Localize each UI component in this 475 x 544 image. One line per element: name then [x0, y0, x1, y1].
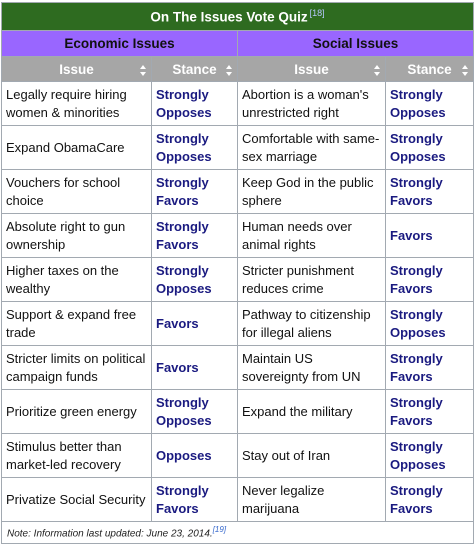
econ-stance-cell: Strongly Opposes	[152, 82, 238, 126]
soc-issue-column-header[interactable]	[238, 57, 386, 82]
soc-stance-cell: Strongly Favors	[386, 390, 474, 434]
econ-stance-cell: Favors	[152, 346, 238, 390]
econ-stance-cell: Strongly Favors	[152, 478, 238, 522]
soc-issue-cell: Human needs over animal rights	[238, 214, 386, 258]
econ-issue-cell: Expand ObamaCare	[2, 126, 152, 170]
soc-stance-cell: Strongly Opposes	[386, 126, 474, 170]
econ-issue-cell: Absolute right to gun ownership	[2, 214, 152, 258]
sort-icon[interactable]	[140, 65, 146, 76]
soc-stance-cell: Strongly Opposes	[386, 82, 474, 126]
vote-quiz-table	[1, 2, 474, 544]
table-row	[2, 390, 474, 434]
soc-stance-cell: Strongly Favors	[386, 258, 474, 302]
econ-stance-cell: Opposes	[152, 434, 238, 478]
soc-issue-cell: Pathway to citizenship for illegal aliens	[238, 302, 386, 346]
table-row	[2, 126, 474, 170]
soc-issue-cell: Comfortable with same-sex marriage	[238, 126, 386, 170]
table-row	[2, 302, 474, 346]
table-row	[2, 82, 474, 126]
table-title-text: On The Issues Vote Quiz	[150, 9, 308, 25]
update-note	[2, 522, 474, 544]
econ-stance-column-label: Stance	[172, 61, 217, 77]
soc-stance-cell: Strongly Opposes	[386, 434, 474, 478]
soc-issue-column-label: Issue	[294, 61, 329, 77]
econ-issue-cell: Prioritize green energy	[2, 390, 152, 434]
soc-issue-cell: Maintain US sovereignty from UN	[238, 346, 386, 390]
note-reference-link[interactable]: [19]	[212, 525, 227, 535]
econ-stance-cell: Strongly Favors	[152, 170, 238, 214]
econ-issue-column-header[interactable]	[2, 57, 152, 82]
econ-issue-cell: Stricter limits on political campaign funds	[2, 346, 152, 390]
table-row	[2, 346, 474, 390]
soc-stance-column-header[interactable]	[386, 57, 474, 82]
econ-issue-cell: Legally require hiring women & minorities	[2, 82, 152, 126]
group-header-row	[2, 31, 474, 57]
econ-issue-cell: Stimulus better than market-led recovery	[2, 434, 152, 478]
sort-icon[interactable]	[374, 65, 380, 76]
econ-stance-cell: Strongly Opposes	[152, 390, 238, 434]
soc-issue-cell: Abortion is a woman's unrestricted right	[238, 82, 386, 126]
table-row	[2, 478, 474, 522]
econ-stance-cell: Strongly Opposes	[152, 258, 238, 302]
soc-issue-cell: Stricter punishment reduces crime	[238, 258, 386, 302]
soc-issue-cell: Never legalize marijuana	[238, 478, 386, 522]
soc-issue-cell: Keep God in the public sphere	[238, 170, 386, 214]
soc-stance-column-label: Stance	[407, 61, 452, 77]
table-row	[2, 214, 474, 258]
table-row	[2, 170, 474, 214]
econ-stance-cell: Strongly Opposes	[152, 126, 238, 170]
table-row	[2, 434, 474, 478]
soc-stance-cell: Favors	[386, 214, 474, 258]
table-row	[2, 258, 474, 302]
note-row	[2, 522, 474, 544]
title-reference-link[interactable]: [18]	[309, 8, 325, 19]
column-header-row	[2, 57, 474, 82]
soc-issue-cell: Stay out of Iran	[238, 434, 386, 478]
econ-stance-cell: Strongly Favors	[152, 214, 238, 258]
econ-stance-cell: Favors	[152, 302, 238, 346]
soc-stance-cell: Strongly Opposes	[386, 302, 474, 346]
table-body	[2, 82, 474, 522]
title-row	[2, 3, 474, 31]
sort-icon[interactable]	[226, 65, 232, 76]
econ-issue-cell: Higher taxes on the wealthy	[2, 258, 152, 302]
soc-stance-cell: Strongly Favors	[386, 346, 474, 390]
soc-stance-cell: Strongly Favors	[386, 478, 474, 522]
econ-stance-column-header[interactable]	[152, 57, 238, 82]
soc-issue-cell: Expand the military	[238, 390, 386, 434]
update-note-text: Note: Information last updated: June 23, 2014.	[7, 528, 213, 540]
econ-issue-column-label: Issue	[59, 61, 94, 77]
economic-issues-header: Economic Issues	[2, 31, 238, 57]
econ-issue-cell: Privatize Social Security	[2, 478, 152, 522]
econ-issue-cell: Vouchers for school choice	[2, 170, 152, 214]
soc-stance-cell: Strongly Favors	[386, 170, 474, 214]
social-issues-header: Social Issues	[238, 31, 474, 57]
table-title	[2, 3, 474, 31]
econ-issue-cell: Support & expand free trade	[2, 302, 152, 346]
sort-icon[interactable]	[462, 65, 468, 76]
